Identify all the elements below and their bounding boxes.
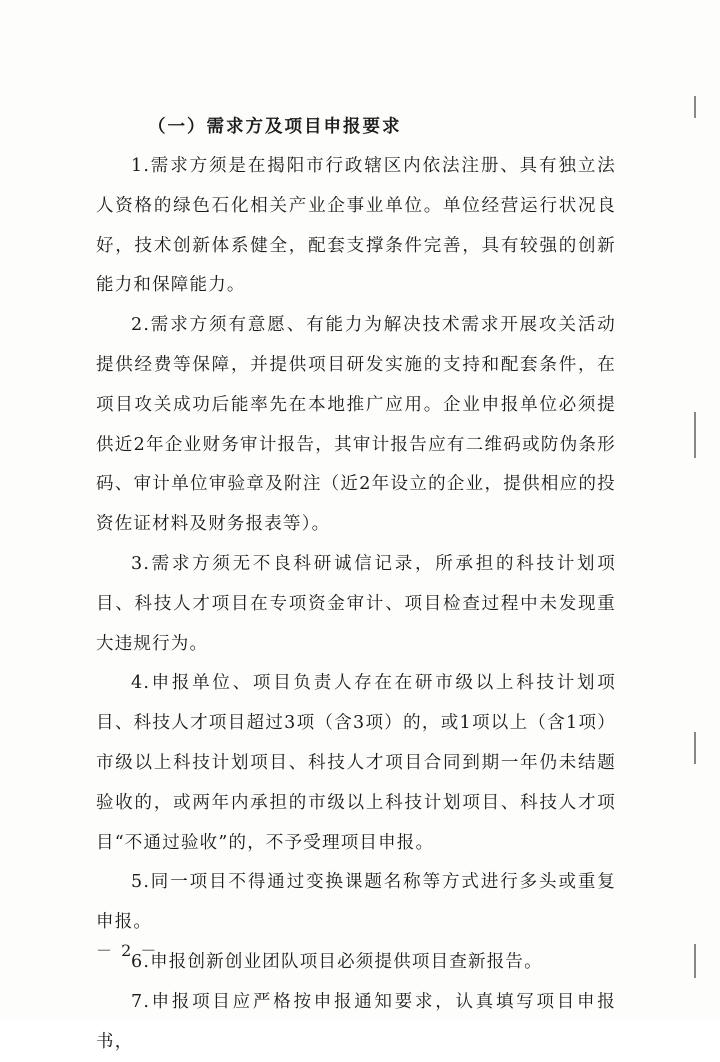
scan-edge-mark [694, 96, 696, 118]
page-number: － 2 － [96, 941, 159, 960]
paragraph-1: 1.需求方须是在揭阳市行政辖区内依法注册、具有独立法人资格的绿色石化相关产业企事业单位。单位经营运行状况良好，技术创新体系健全，配套支撑条件完善，具有较强的创新能力和保障能力。 [96, 156, 616, 296]
scan-edge-mark [694, 412, 696, 458]
paragraph-5: 5.同一项目不得通过变换课题名称等方式进行多头或重复申报。 [96, 872, 616, 933]
scan-edge-mark [694, 732, 696, 764]
scan-edge-mark [694, 944, 696, 978]
paragraph-3: 3.需求方须无不良科研诚信记录，所承担的科技计划项目、科技人才项目在专项资金审计、项目检查过程中未发现重大违规行为。 [96, 553, 616, 654]
paragraph-4: 4.申报单位、项目负责人存在在研市级以上科技计划项目、科技人才项目超过3项（含3项）的，或1项以上（含1项）市级以上科技计划项目、科技人才项目合同到期一年仍未结题验收的，或两年内承担的市级以上科技计划项目、科技人才项目“不通过验收”的，不予受理项目申报。 [96, 673, 616, 853]
paragraph-6: 6.申报创新创业团队项目必须提供项目查新报告。 [131, 951, 543, 972]
paragraph-7: 7.申报项目应严格按申报通知要求，认真填写项目申报书， [96, 991, 616, 1052]
paragraph-2: 2.需求方须有意愿、有能力为解决技术需求开展攻关活动提供经费等保障，并提供项目研发实施的支持和配套条件，在项目攻关成功后能率先在本地推广应用。企业申报单位必须提供近2年企业财务审计报告，其审计报告应有二维码或防伪条形码、审计单位审验章及附注（近2年设立的企业，提供相应的投资佐证材料及财务报表等）。 [96, 315, 616, 535]
document-body [96, 107, 616, 1062]
section-heading: （一）需求方及项目申报要求 [148, 117, 402, 137]
